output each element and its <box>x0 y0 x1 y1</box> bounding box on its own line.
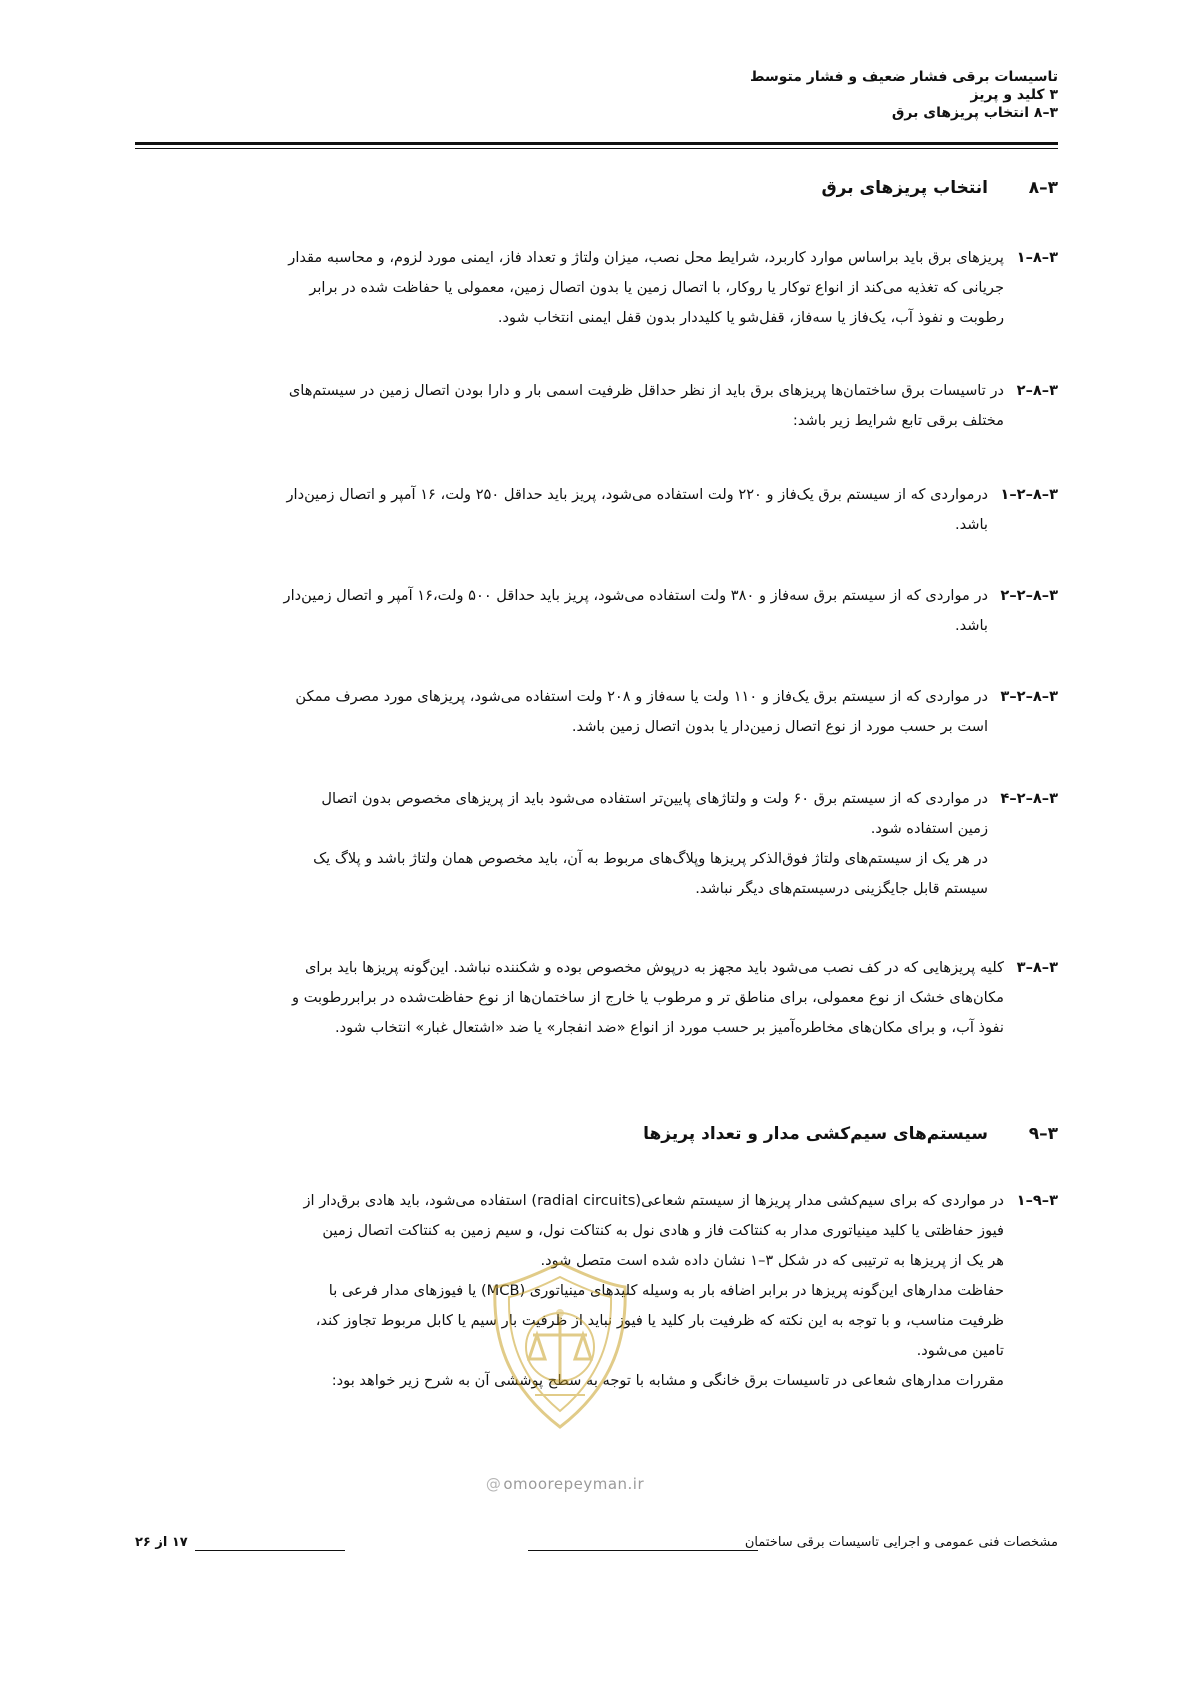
header-rule-thin <box>135 148 1058 149</box>
clause-line: مقررات مدارهای شعاعی در تاسیسات برق خانگی و مشابه با توجه به سطح پوششی آن به شرح زیر خواهد بود: <box>331 1372 1004 1389</box>
clause-3-8-2-3 <box>135 682 1058 742</box>
watermark-text: @ omoorepeyman.ir <box>485 1475 645 1493</box>
section-heading-3-8 <box>158 176 1058 200</box>
clause-line: هر یک از پریزها به ترتیبی که در شکل ۳–۱ نشان داده شده است متصل شود. <box>540 1252 1004 1269</box>
clause-line: مختلف برقی تابع شرایط زیر باشد: <box>792 412 1004 429</box>
clause-line: در هر یک از سیستم‌های ولتاژ فوق‌الذکر پریزها وپلاگ‌های مربوط به آن، باید مخصوص همان ولتاژ باشد و پلاگ یک <box>313 850 988 867</box>
clause-number: ۳–۸–۳ <box>1016 959 1058 976</box>
clause-line: رطوبت و نفوذ آب، یک‌فاز یا سه‌فاز، قفل‌شو یا کلیددار بدون قفل ایمنی انتخاب شود. <box>497 309 1004 326</box>
clause-line: در مواردی که از سیستم برق سه‌فاز و ۳۸۰ ولت استفاده می‌شود، پریز باید حداقل ۵۰۰ ولت،۱۶ آمپر و اتصال زمین‌دار <box>283 587 988 604</box>
clause-line: فیوز حفاظتی یا کلید مینیاتوری مدار به کنتاکت فاز و هادی نول به کنتاکت نول، و سیم زمین به کنتاکت اتصال زمین <box>322 1222 1004 1239</box>
clause-line: است بر حسب مورد از نوع اتصال زمین‌دار یا بدون اتصال زمین باشد. <box>571 718 988 735</box>
clause-line: مکان‌های خشک از نوع معمولی، برای مناطق تر و مرطوب یا خارج از ساختمان‌ها از نوع حفاظت‌شده در برابررطوبت و <box>292 989 1004 1006</box>
clause-number: ۳–۸–۲–۳ <box>1000 688 1058 705</box>
clause-line: درمواردی که از سیستم برق یک‌فاز و ۲۲۰ ولت استفاده می‌شود، پریز باید حداقل ۲۵۰ ولت، ۱۶ آمپر و اتصال زمین‌دار <box>286 486 988 503</box>
footer-rule <box>195 1550 345 1551</box>
section-heading-3-9 <box>158 1122 1058 1146</box>
section-number: ۳–۹ <box>1028 1124 1058 1144</box>
clause-line: در مواردی که از سیستم برق ۶۰ ولت و ولتاژهای پایین‌تر استفاده می‌شود باید از پریزهای مخصوص بدون اتصال <box>321 790 988 807</box>
clause-number: ۳–۸–۲–۴ <box>1000 790 1058 807</box>
clause-number: ۳–۹–۱ <box>1016 1192 1058 1209</box>
clause-line: باشد. <box>954 617 988 634</box>
at-icon: @ <box>485 1475 502 1493</box>
clause-line: جریانی که تغذیه می‌کند از انواع توکار یا روکار، با اتصال زمین یا بدون اتصال زمین، معمولی یا حفاظت شده در برابر <box>309 279 1004 296</box>
clause-3-8-1 <box>135 243 1058 333</box>
clause-line: سیستم قابل جایگزینی درسیستم‌های دیگر نباشد. <box>695 880 988 897</box>
clause-number: ۳–۸–۲–۲ <box>1000 587 1058 604</box>
clause-body <box>135 784 988 904</box>
clause-line: نفوذ آب، و برای مکان‌های مخاطره‌آمیز بر حسب مورد از انواع «ضد انفجار» یا ضد «اشتعال غبار» انتخاب شود. <box>334 1019 1004 1036</box>
section-number: ۳–۸ <box>1028 178 1058 198</box>
clause-line: در مواردی که از سیستم برق یک‌فاز و ۱۱۰ ولت یا سه‌فاز و ۲۰۸ ولت استفاده می‌شود، پریزهای مورد مصرف ممکن <box>295 688 988 705</box>
clause-line: تامین می‌شود. <box>916 1342 1004 1359</box>
clause-3-8-2-1 <box>135 480 1058 540</box>
clause-body <box>135 376 1004 436</box>
clause-line: ظرفیت مناسب، و با توجه به این نکته که ظرفیت بار کلید یا فیوز نباید از ظرفیت بار سیم یا کابل مربوط تجاوز کند، <box>315 1312 1004 1329</box>
clause-line: حفاظت مدارهای این‌گونه پریزها در برابر اضافه بار به وسیله کلیدهای مینیاتوری (MCB) یا فیوزهای مدار فرعی با <box>328 1282 1004 1299</box>
clause-3-8-2-2 <box>135 581 1058 641</box>
clause-3-8-3 <box>135 953 1058 1043</box>
header-section: ۳–۸ انتخاب پریزهای برق <box>891 105 1058 121</box>
header-book-title: تاسیسات برقی فشار ضعیف و فشار متوسط <box>749 69 1058 85</box>
clause-body <box>135 581 988 641</box>
clause-body <box>135 480 988 540</box>
clause-line: در تاسیسات برق ساختمان‌ها پریزهای برق باید از نظر حداقل ظرفیت اسمی بار و دارا بودن اتصال زمین در سیستم‌های <box>288 382 1004 399</box>
clause-body <box>135 243 1004 333</box>
section-title: سیستم‌های سیم‌کشی مدار و تعداد پریزها <box>643 1124 988 1144</box>
page-footer <box>135 1535 1058 1559</box>
clause-line: در مواردی که برای سیم‌کشی مدار پریزها از سیستم شعاعی(radial circuits) استفاده می‌شود، باید هادی برق‌دار از <box>303 1192 1004 1209</box>
clause-line: کلیه پریزهایی که در کف نصب می‌شود باید مجهز به درپوش مخصوص بوده و شکننده نباشد. این‌گونه پریزها باید برای <box>304 959 1004 976</box>
clause-3-8-2 <box>135 376 1058 436</box>
running-header <box>458 68 1058 122</box>
header-chapter: ۳ کلید و پریز <box>970 87 1058 103</box>
footer-title: مشخصات فنی عمومی و اجرایی تاسیسات برقی ساختمان <box>744 1535 1058 1550</box>
clause-line: زمین استفاده شود. <box>870 820 988 837</box>
watermark-seal-icon <box>475 1255 645 1435</box>
page-number: ۱۷ از ۲۶ <box>135 1535 188 1550</box>
clause-number: ۳–۸–۱ <box>1016 249 1058 266</box>
clause-body <box>135 953 1004 1043</box>
clause-number: ۳–۸–۲–۱ <box>1000 486 1058 503</box>
clause-3-8-2-4 <box>135 784 1058 904</box>
clause-line: باشد. <box>954 516 988 533</box>
section-title: انتخاب پریزهای برق <box>821 178 988 198</box>
footer-rule <box>528 1550 758 1551</box>
clause-number: ۳–۸–۲ <box>1016 382 1058 399</box>
header-rule-thick <box>135 142 1058 145</box>
clause-line: پریزهای برق باید براساس موارد کاربرد، شرایط محل نصب، میزان ولتاژ و تعداد فاز، ایمنی مورد لزوم، و محاسبه مقدار <box>288 249 1004 266</box>
clause-body <box>135 682 988 742</box>
